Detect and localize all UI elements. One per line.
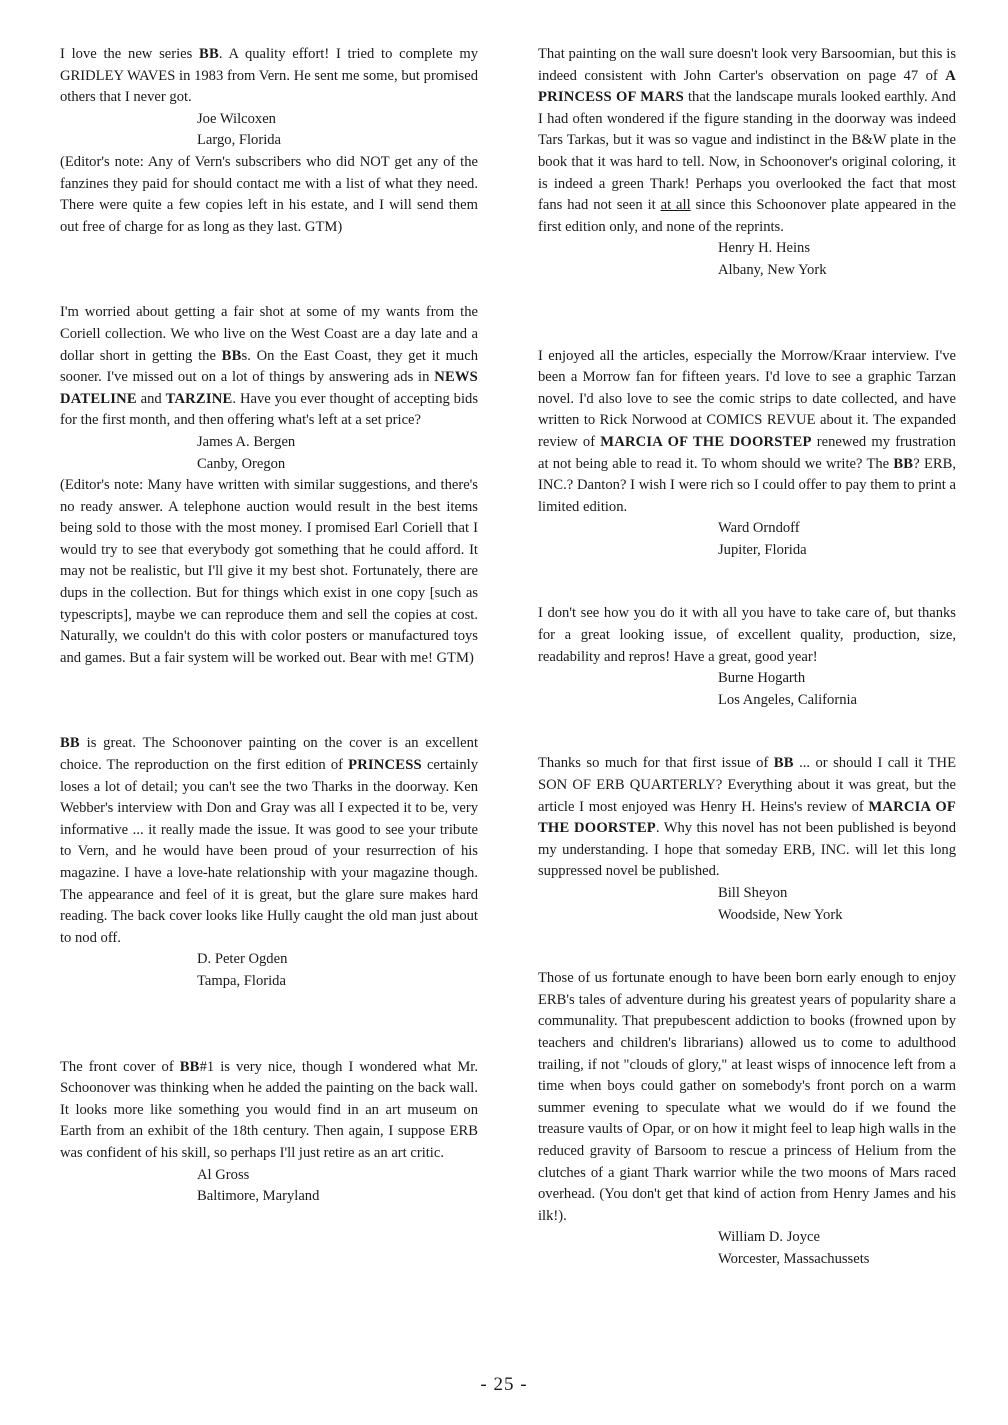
letter-text: Thanks so much for that first issue of <box>538 755 774 772</box>
letter-text: . Have you ever thought of accepting bids for the first month, and then offering what's left at a set price? <box>60 390 479 429</box>
bold-title-text: NEWS DATELINE <box>60 369 478 407</box>
letter-text: that the landscape murals looked earthly. And I had often wondered if the figure standing in the doorway was indeed Tars Tarkas, but it was so vague and indistinct in the B&W plate in the book that it was hard to tell. Now, in Schoonover's original coloring, it is indeed a green Thark! Perhaps you overlooked the fact that most fans had not seen it <box>538 89 956 214</box>
signature-location: Largo, Florida <box>197 132 282 149</box>
signature-name: James A. Bergen <box>197 433 296 450</box>
bold-title-text: MARCIA OF THE DOORSTEP <box>538 798 956 837</box>
signature-name: Henry H. Heins <box>718 240 811 257</box>
letter-text: (Editor's note: Any of Vern's subscribers who did NOT get any of the fanzines they paid for should contact me with a list of what they need. There were quite a few copies left in his estate, and I will send them out free of charge for as long as they last. GTM) <box>60 153 478 235</box>
letter-text: That painting on the wall sure doesn't look very Barsoomian, but this is indeed consistent with John Carter's observation on page 47 of <box>538 46 956 84</box>
bold-title-text: A PRINCESS OF MARS <box>538 67 956 106</box>
letter-body <box>538 44 956 238</box>
letter-text: ... or should I call it THE SON OF ERB QUARTERLY? Everything about it was great, but the article I most enjoyed was Henry H. Heins's review of <box>538 755 956 815</box>
letter-text: is great. The Schoonover painting on the cover is an excellent choice. The reproduction on the first edition of <box>60 735 478 774</box>
editor-note <box>60 475 478 669</box>
letter-body <box>60 733 478 949</box>
letter <box>538 44 956 282</box>
letter-text: I love the new series <box>60 46 200 62</box>
letter <box>60 1057 478 1208</box>
bold-title-text: BB <box>60 735 80 752</box>
letter-text: Those of us fortunate enough to have been born early enough to enjoy ERB's tales of adventure during his greatest years of popularity share a communality. That prepubescent addiction to books (frowned upon by teachers and children's librarians) allowed us to come to adulthood trailing, if not "clouds of glory," at least wisps of innocence left from a time when boys could gather on somebody's front porch on a warm summer evening to speculate what we would do if we found the treasure vaults of Opar, or on how it might feel to leap high walls in the reduced gravity of Barsoom to rescue a princess of Helium from the clutches of a giant Thark warrior while the two moons of Mars raced overhead. (You don't get that kind of action from Henry James and his ilk!). <box>538 970 956 1224</box>
letter-body <box>60 1057 478 1165</box>
letter-body <box>538 968 956 1227</box>
bold-title-text: PRINCESS <box>348 757 422 774</box>
signature-name: D. Peter Ogden <box>197 951 288 968</box>
signature-name: Burne Hogarth <box>718 670 806 687</box>
letter-text: . Why this novel has not been published is beyond my understanding. I hope that someday ERB, INC. will let this long suppressed novel be published. <box>538 820 956 880</box>
letter <box>538 968 956 1270</box>
letter-text: and <box>136 390 166 407</box>
bold-title-text: BB <box>221 347 242 364</box>
bold-title-text: BB <box>893 455 914 472</box>
editor-note <box>60 152 478 238</box>
letter-text: . A quality effort! I tried to complete my GRIDLEY WAVES in 1983 from Vern. He sent me some, but promised others that I never got. <box>60 46 478 106</box>
letter-body <box>538 753 956 883</box>
letter-text: I don't see how you do it with all you have to take care of, but thanks for a great looking issue, of excellent quality, production, size, readability and repros! Have a great, good year! <box>538 605 956 665</box>
letter-body <box>60 302 478 432</box>
bold-title-text: BB <box>199 46 219 62</box>
letter-text: since this Schoonover plate appeared in the first edition only, and none of the reprints. <box>538 197 956 235</box>
letter <box>60 44 478 238</box>
letter-text: The front cover of <box>60 1058 180 1075</box>
bold-title-text: TARZINE <box>165 390 233 407</box>
bold-title-text: BB <box>179 1058 200 1075</box>
letter-body <box>538 603 956 668</box>
letter <box>538 603 956 711</box>
signature-name: Al Gross <box>197 1166 250 1183</box>
page-number: - 25 - <box>480 1374 528 1395</box>
letter <box>60 302 478 669</box>
letter <box>60 733 478 992</box>
letter-text: s. On the East Coast, they get it much sooner. I've missed out on a lot of things by answering ads in <box>60 347 478 386</box>
bold-title-text: MARCIA OF THE DOORSTEP <box>600 433 812 450</box>
signature-location: Albany, New York <box>718 261 827 278</box>
signature-location: Los Angeles, California <box>718 691 858 708</box>
signature-name: Joe Wilcoxen <box>197 110 276 127</box>
letter <box>538 346 956 562</box>
letter-text: #1 is very nice, though I wondered what Mr. Schoonover was thinking when he added the painting on the back wall. It looks more like something you would find in an art museum on Earth from an exhibit of the 18th century. Then again, I suppose ERB was confident of his skill, so perhaps I'll just retire as an art critic. <box>60 1058 479 1161</box>
bold-title-text: BB <box>773 755 794 772</box>
letter-body <box>60 44 478 109</box>
letter-text: ? ERB, INC.? Danton? I wish I were rich so I could offer to pay them to print a limited edition. <box>538 455 956 515</box>
signature-location: Woodside, New York <box>718 906 843 923</box>
signature-location: Jupiter, Florida <box>718 541 807 558</box>
letter <box>538 753 956 926</box>
signature-name: Bill Sheyon <box>718 885 788 901</box>
right-column <box>538 44 956 1271</box>
signature-location: Tampa, Florida <box>197 972 286 989</box>
letter-text: certainly loses a lot of detail; you can't see the two Tharks in the doorway. Ken Webber's interview with Don and Gray was all I expected it to be, very informative ... it really made the issue. It was good to see your tribute to Vern, and he would have been proud of your resurrection of his magazine. I have a love-hate relationship with your magazine though. The appearance and feel of it is great, but the glare sure makes hard reading. The back cover looks like Hully caught the old man just about to nod off. <box>60 757 479 946</box>
letter-text: I'm worried about getting a fair shot at some of my wants from the Coriell collection. We who live on the West Coast are a day late and a dollar short in getting the <box>60 304 478 364</box>
letter-text: renewed my frustration at not being able to read it. To whom should we write? The <box>538 433 956 472</box>
underlined-text: at all <box>660 197 691 214</box>
letter-text: (Editor's note: Many have written with similar suggestions, and there's no ready answer. A telephone auction would result in the best items being sold to those with the most money. I promised Earl Coriell that I would try to see that everybody got something that he could afford. It may not be realistic, but I'll give it my best shot. Fortunately, there are dups in the collection. But for things which exist in one copy [such as typescripts], maybe we can reproduce them and sell the copies at cost. Naturally, we couldn't do this with color posters or manufactured toys and games. But a fair system will be worked out. Bear with me! GTM) <box>60 477 478 666</box>
letter-body <box>538 346 956 519</box>
left-column <box>60 44 478 1208</box>
signature-location: Worcester, Massachussets <box>718 1250 870 1267</box>
signature-name: Ward Orndoff <box>718 520 800 537</box>
letter-text: I enjoyed all the articles, especially the Morrow/Kraar interview. I've been a Morrow fan for fifteen years. I'd love to see a graphic Tarzan novel. I'd also love to see the comic strips to date collected, and have written to Rick Norwood at COMICS REVUE about it. The expanded review of <box>538 347 956 450</box>
signature-location: Baltimore, Maryland <box>197 1188 320 1205</box>
signature-location: Canby, Oregon <box>197 455 286 472</box>
signature-name: William D. Joyce <box>718 1229 820 1246</box>
